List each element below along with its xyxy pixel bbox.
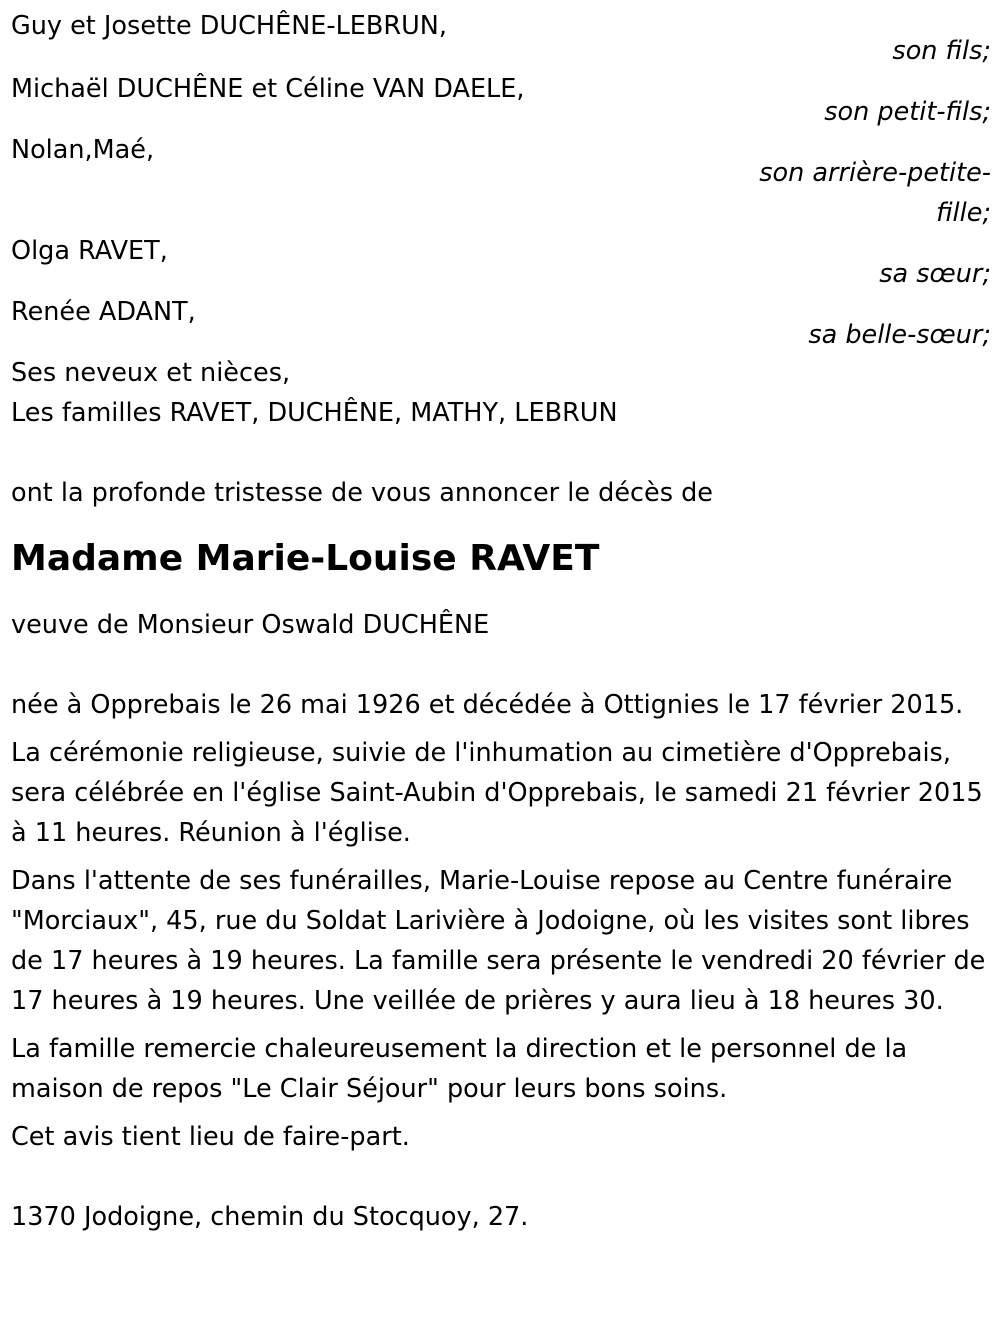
ceremony-paragraph: La cérémonie religieuse, suivie de l'inhumation au cimetière d'Opprebais, sera célébrée en l'église Saint-Aubin d'Opprebais, le samedi 21 février 2015 à 11 heures. Réunion à l'église. xyxy=(11,738,983,848)
thanks-paragraph: La famille remercie chaleureusement la direction et le personnel de la maison de repos "Le Clair Séjour" pour leurs bons soins. xyxy=(11,1034,908,1104)
family-name: Guy et Josette DUCHÊNE-LEBRUN, xyxy=(11,11,447,41)
family-name: Nolan,Maé, xyxy=(11,135,155,165)
announcement-text: ont la profonde tristesse de vous annoncer le décès de xyxy=(11,478,713,508)
visitation-paragraph: Dans l'attente de ses funérailles, Marie-Louise repose au Centre funéraire "Morciaux", 45, rue du Soldat Larivière à Jodoigne, où les visites sont libres de 17 heures à 19 heures. La famille sera présente le vendredi 20 février de 17 heures à 19 heures. Une veillée de prières y aura lieu à 18 heures 30. xyxy=(11,866,986,1016)
family-member xyxy=(11,231,991,294)
other-relatives xyxy=(11,353,991,433)
family-member xyxy=(11,292,991,355)
family-relation: son arrière-petite-fille; xyxy=(759,158,991,228)
family-relation: sa belle-sœur; xyxy=(808,320,991,350)
family-member xyxy=(11,69,991,132)
family-name: Renée ADANT, xyxy=(11,297,196,327)
deceased-name: Madame Marie-Louise RAVET xyxy=(11,538,600,579)
families-list: Les familles RAVET, DUCHÊNE, MATHY, LEBRUN xyxy=(11,398,618,428)
family-relation: son fils; xyxy=(892,36,991,66)
widow-of: veuve de Monsieur Oswald DUCHÊNE xyxy=(11,610,490,640)
family-name: Olga RAVET, xyxy=(11,236,168,266)
address: 1370 Jodoigne, chemin du Stocquoy, 27. xyxy=(11,1202,529,1232)
family-member xyxy=(11,130,991,233)
family-name: Michaël DUCHÊNE et Céline VAN DAELE, xyxy=(11,74,525,104)
birth-death-paragraph: née à Opprebais le 26 mai 1926 et décédée à Ottignies le 17 février 2015. xyxy=(11,690,964,720)
family-relation: son petit-fils; xyxy=(824,97,991,127)
family-relation: sa sœur; xyxy=(879,259,991,289)
family-member xyxy=(11,6,991,71)
nephews-nieces: Ses neveux et nièces, xyxy=(11,358,291,388)
obituary-notice xyxy=(11,0,991,1237)
notice-paragraph: Cet avis tient lieu de faire-part. xyxy=(11,1122,410,1152)
